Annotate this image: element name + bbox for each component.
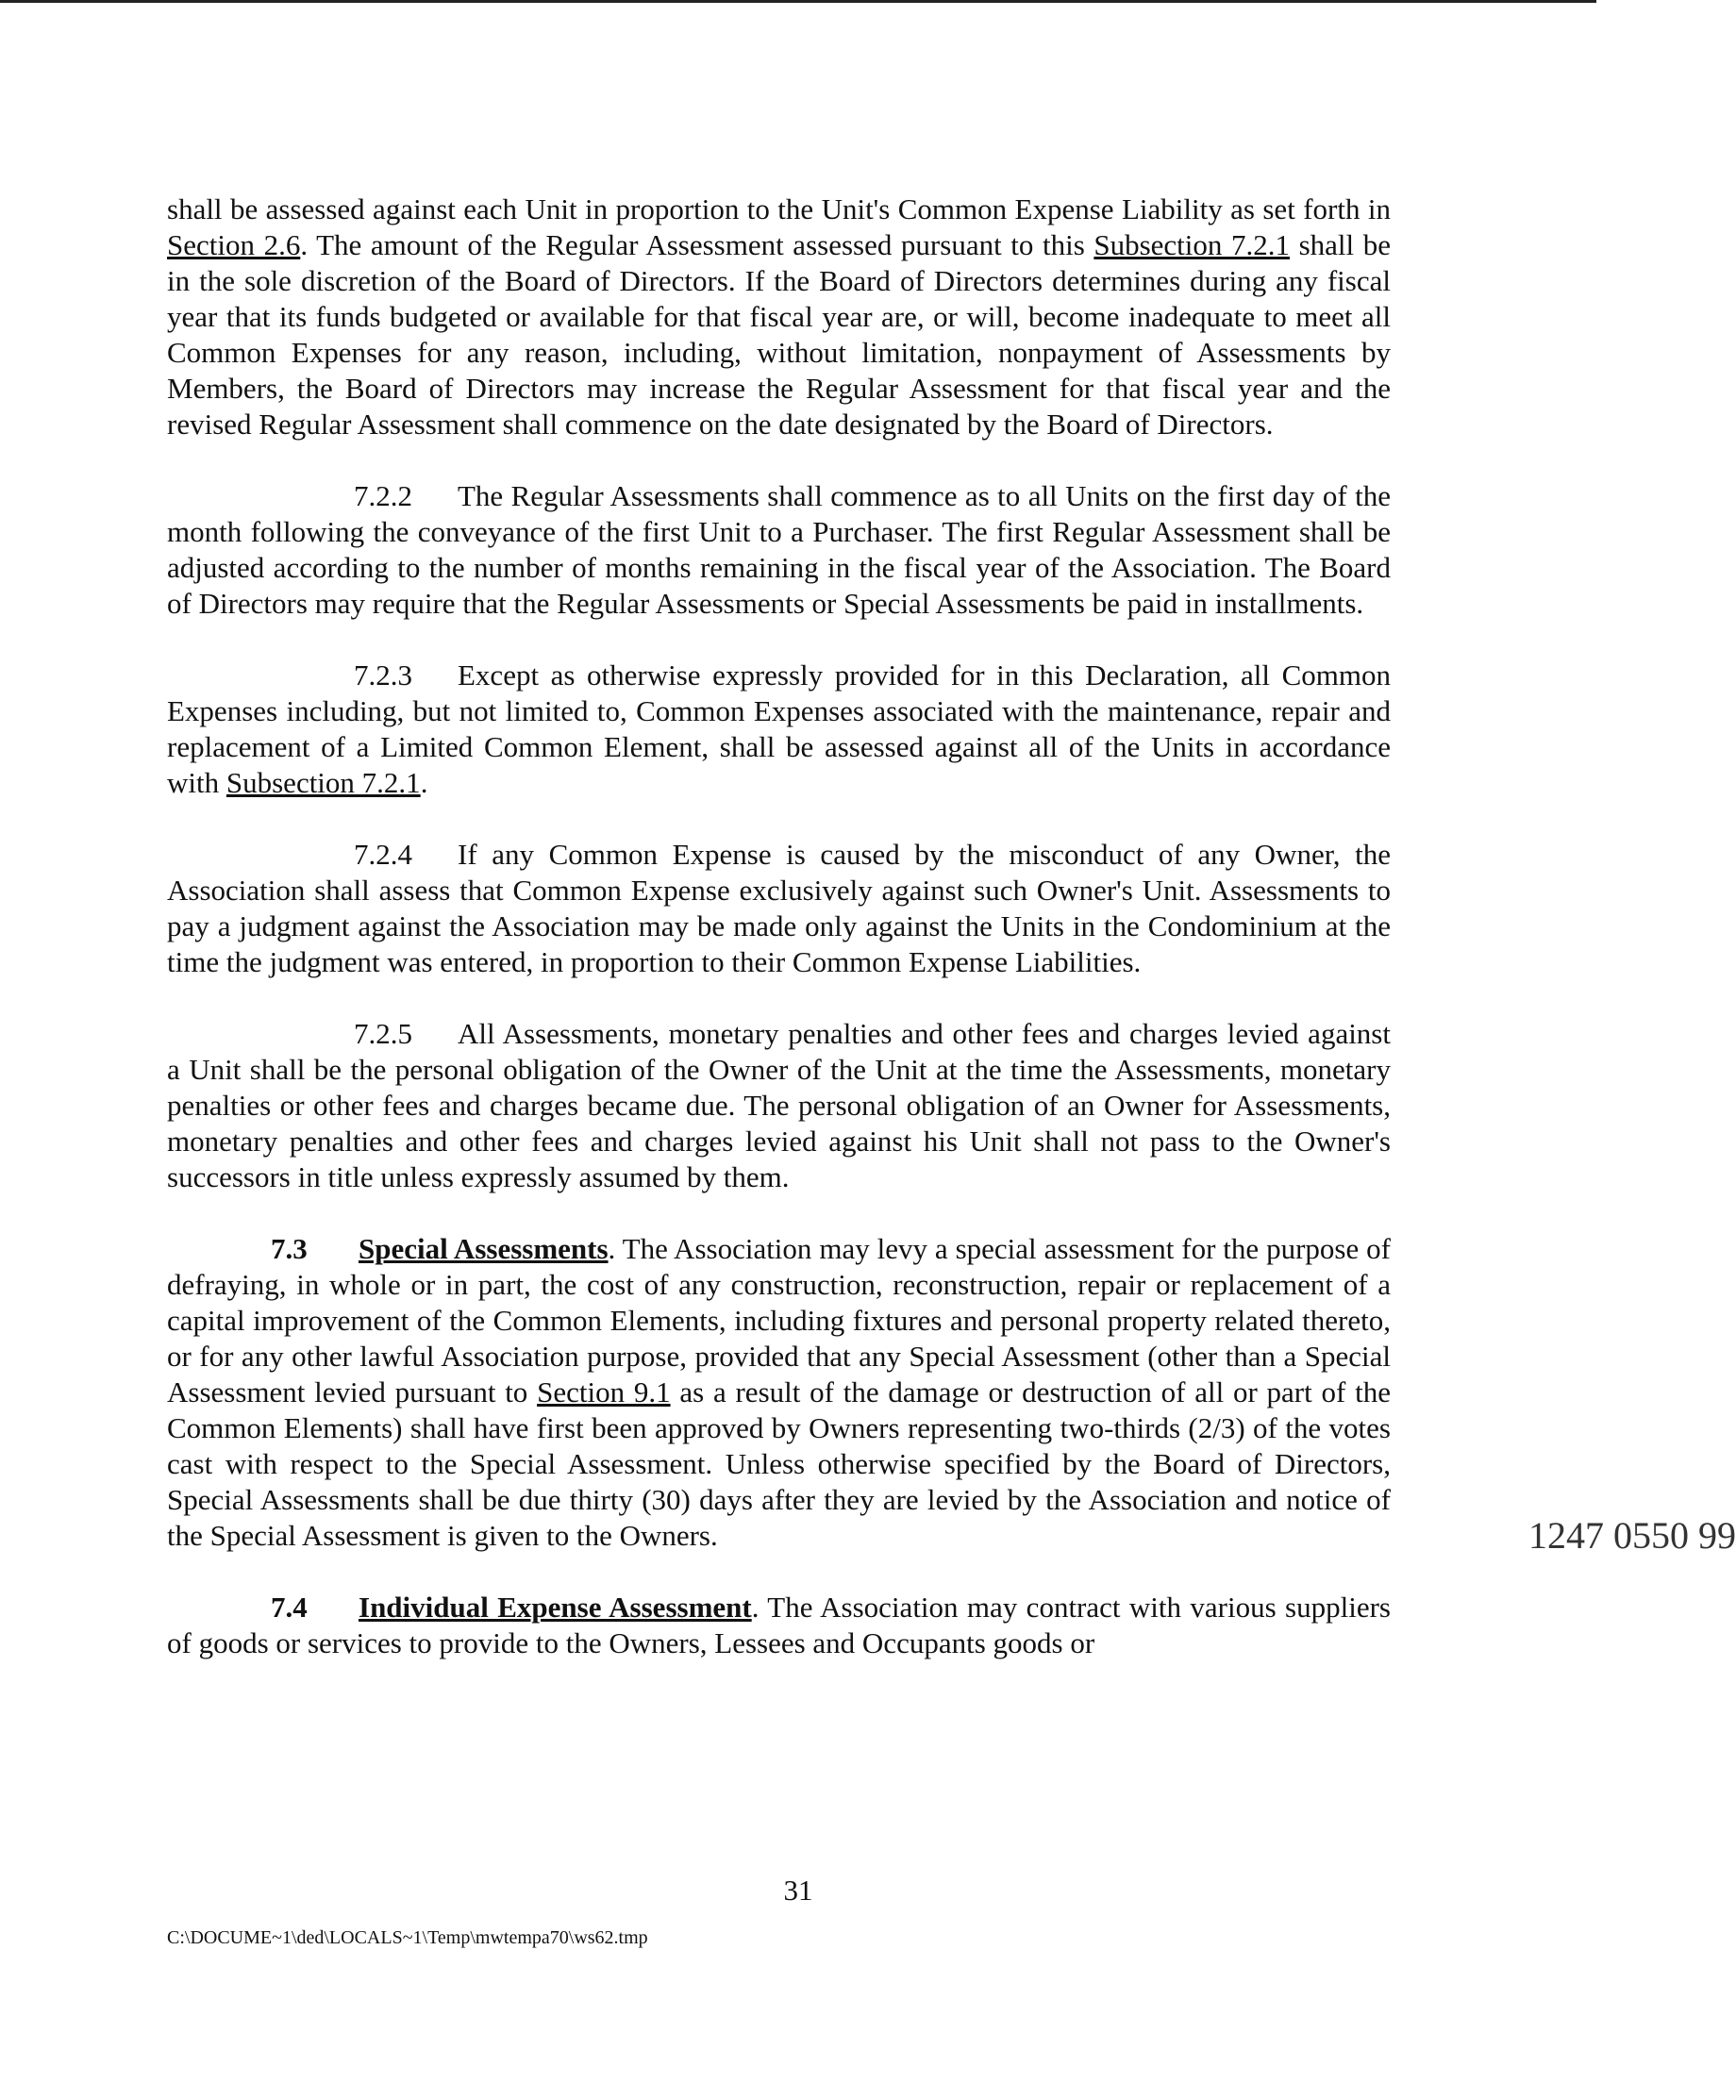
paragraph-7-2-5: 7.2.5 All Assessments, monetary penalties and other fees and charges levied against a Unit shall be the personal obligation of the Owner of the Unit at the time the Assessments, monetary penalties or other fees and charges became due. The personal obligation of an Owner for Assessments, monetary penalties and other fees and charges levied against his Unit shall not pass to the Owner's successors in title unless expressly assumed by them. [167,1017,1391,1193]
paragraph-7-2-1-continued: shall be assessed against each Unit in proportion to the Unit's Common Expense Liability as set forth in Section 2.6. The amount of the Regular Assessment assessed pursuant to this Subsection 7.2.1 shall be in the sole discretion of the Board of Directors. If the Board of Directors determines during any fiscal year that its funds budgeted or available for that fiscal year are, or will, become inadequate to meet all Common Expenses for any reason, including, without limitation, nonpayment of Assessments by Members, the Board of Directors may increase the Regular Assessment for that fiscal year and the revised Regular Assessment shall commence on the date designated by the Board of Directors. [167,192,1391,441]
subsection-7-2-1-reference: Subsection 7.2.1 [225,766,421,799]
paragraph-number: 7.2.2 [354,479,412,512]
paragraph-7-2-2: 7.2.2 The Regular Assessments shall commence as to all Units on the first day of the month following the conveyance of the first Unit to a Purchaser. The first Regular Assessment shall be adjusted according to the number of months remaining in the fiscal year of the Association. The Board of Directors may require that the Regular Assessments or Special Assessments be paid in installments. [167,479,1391,620]
section-9-1-reference: Section 9.1 [537,1375,671,1408]
paragraph-number: 7.2.5 [354,1017,412,1050]
paragraph-number: 7.2.4 [354,838,412,871]
section-number: 7.3 [271,1232,308,1265]
subsection-7-2-1-reference: Subsection 7.2.1 [1093,228,1290,261]
paragraph-number: 7.2.3 [354,658,412,692]
paragraph-7-2-4: 7.2.4 If any Common Expense is caused by the misconduct of any Owner, the Association shall assess that Common Expense exclusively against such Owner's Unit. Assessments to pay a judgment against the Association may be made only against the Units in the Condominium at the time the judgment was entered, in proportion to their Common Expense Liabilities. [167,838,1391,978]
section-7-3: 7.3 Special Assessments. The Association may levy a special assessment for the purpose of defraying, in whole or in part, the cost of any construction, reconstruction, repair or replacement of a capital improvement of the Common Elements, including fixtures and personal property related thereto, or for any other lawful Association purpose, provided that any Special Assessment (other than a Special Assessment levied pursuant to Section 9.1 as a result of the damage or destruction of all or part of the Common Elements) shall have first been approved by Owners representing two-thirds (2/3) of the votes cast with respect to the Special Assessment. Unless otherwise specified by the Board of Directors, Special Assessments shall be due thirty (30) days after they are levied by the Association and notice of the Special Assessment is given to the Owners. [167,1232,1391,1552]
paragraph-7-2-3: 7.2.3 Except as otherwise expressly provided for in this Declaration, all Common Expenses including, but not limited to, Common Expenses associated with the maintenance, repair and replacement of a Limited Common Element, shall be assessed against all of the Units in accordance with Subsection 7.2.1. [167,658,1391,799]
document-body [167,192,1391,1661]
section-7-4: 7.4 Individual Expense Assessment. The Association may contract with various suppliers of goods or services to provide to the Owners, Lessees and Occupants goods or [167,1591,1391,1659]
section-heading: Special Assessments [359,1232,609,1265]
section-heading: Individual Expense Assessment [359,1591,752,1624]
margin-recording-stamp: 1247 0550 99 [1528,1514,1736,1557]
footer-file-path: C:\DOCUME~1\ded\LOCALS~1\Temp\mwtempa70\ws62.tmp [167,1927,648,1948]
section-number: 7.4 [271,1591,308,1624]
top-border [0,0,1596,3]
page-number: 31 [783,1874,813,1907]
section-2-6-reference: Section 2.6 [167,228,301,261]
